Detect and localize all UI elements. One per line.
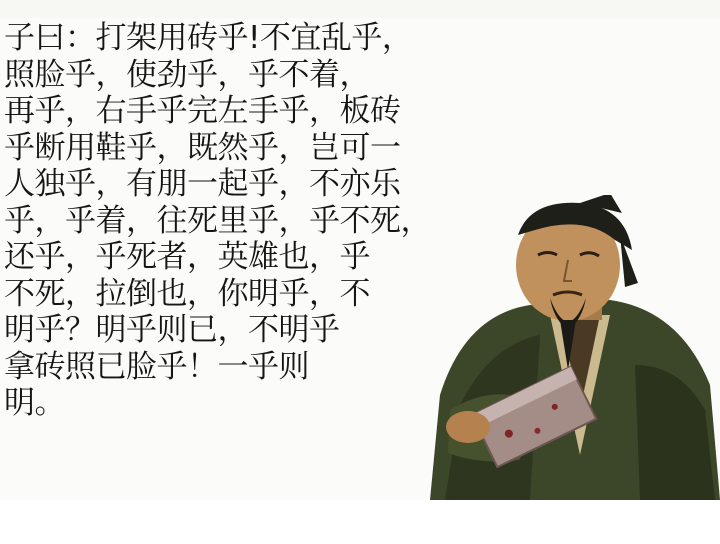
quote-line-2: 照脸乎，使劲乎，乎不着， xyxy=(4,56,370,93)
quote-text-block xyxy=(4,20,449,422)
bottom-margin xyxy=(0,500,720,544)
quote-line-9: 明乎？明乎则已，不明乎 xyxy=(4,312,340,348)
confucius-illustration xyxy=(410,195,720,500)
quote-line-1: 子曰：打架用砖乎!不宜乱乎， xyxy=(4,20,413,56)
quote-line-11: 明。 xyxy=(4,385,65,421)
quote-line-7: 还乎，乎死者，英雄也，乎 xyxy=(4,239,370,275)
quote-line-6: 乎，乎着，往死里乎，乎不死， xyxy=(4,202,431,239)
top-margin xyxy=(0,0,720,18)
quote-line-5: 人独乎，有朋一起乎，不亦乐 xyxy=(4,166,401,202)
quote-line-10: 拿砖照已脸乎！一乎则 xyxy=(4,348,309,385)
quote-line-4: 乎断用鞋乎，既然乎，岂可一 xyxy=(4,129,401,166)
confucius-with-brick-icon xyxy=(410,195,720,500)
quote-line-3: 再乎，右手乎完左手乎，板砖 xyxy=(4,93,401,129)
quote-line-8: 不死，拉倒也，你明乎，不 xyxy=(4,275,370,312)
